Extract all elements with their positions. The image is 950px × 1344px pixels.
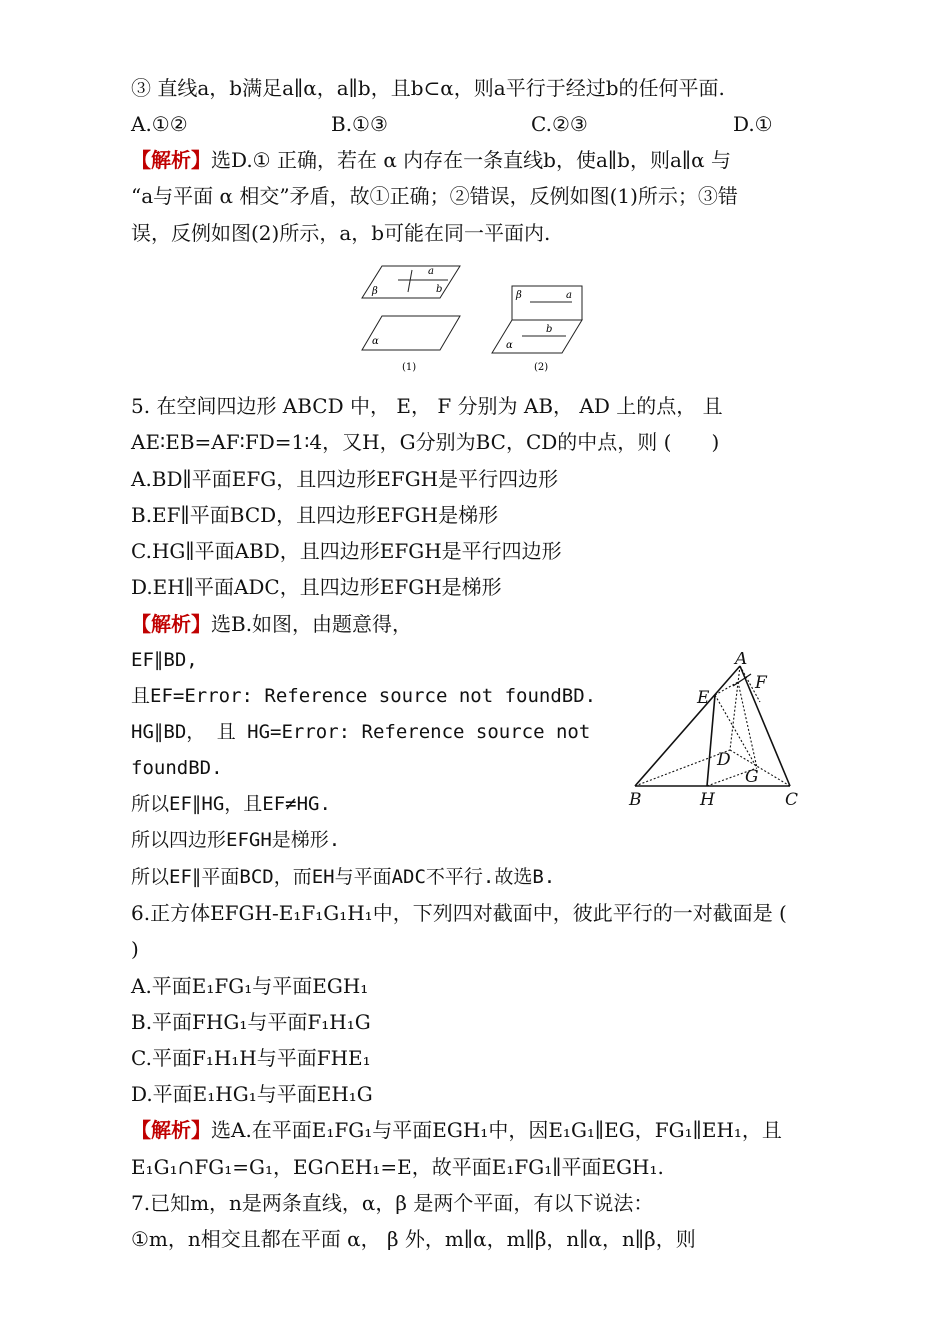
q5-option-b: B.EF∥平面BCD，且四边形EFGH是梯形 <box>131 503 499 527</box>
q6-option-a: A.平面E₁FG₁与平面EGH₁ <box>131 974 369 998</box>
q4-analysis-line-1 <box>131 146 731 174</box>
q6-analysis-line-1 <box>131 1116 782 1144</box>
edge-cd <box>730 750 790 786</box>
q7-statement-1: ①m，n相交且都在平面 α， β 外，m∥α，m∥β，n∥α，n∥β，则 <box>131 1227 696 1251</box>
q4-figures <box>360 258 600 378</box>
q5-stem-line-1: 5. 在空间四边形 ABCD 中， E， F 分别为 AB， AD 上的点， 且 <box>131 394 723 418</box>
fig1-label-b: b <box>436 284 443 295</box>
label-f: F <box>755 673 767 693</box>
q6-stem-line-2: ) <box>131 937 139 961</box>
q4-option-c: C.②③ <box>531 112 588 136</box>
label-h: H <box>700 790 715 810</box>
q4-analysis-line-3: 误，反例如图(2)所示，a，b可能在同一平面内. <box>131 221 551 245</box>
analysis-text: 选B.如图，由题意得， <box>211 612 413 636</box>
q5-analysis-line-3: 且EF=Error: Reference source not foundBD. <box>131 685 597 707</box>
q5-option-d: D.EH∥平面ADC，且四边形EFGH是梯形 <box>131 575 502 599</box>
q4-option-b: B.①③ <box>331 112 388 136</box>
fig2-label-b: b <box>546 324 553 335</box>
fig1-caption: (1) <box>402 362 417 373</box>
analysis-tag: 【解析】 <box>131 148 211 172</box>
q5-analysis-line-2: EF∥BD, <box>131 649 198 671</box>
q4-option-a: A.①② <box>131 112 188 136</box>
line-b <box>408 270 412 292</box>
fig2-caption: (2) <box>534 362 549 373</box>
label-g: G <box>745 767 759 787</box>
fig1-label-a: a <box>428 266 434 277</box>
edge-bd <box>635 750 730 786</box>
analysis-text: 选D.① 正确，若在 α 内存在一条直线b，使a∥b，则a∥α 与 <box>211 148 731 172</box>
q6-option-c: C.平面F₁H₁H与平面FHE₁ <box>131 1046 371 1070</box>
label-a: A <box>735 652 748 669</box>
q4-analysis-line-2: “a与平面 α 相交”矛盾，故①正确；②错误，反例如图(1)所示；③错 <box>131 184 738 208</box>
q6-analysis-line-2: E₁G₁∩FG₁=G₁，EG∩EH₁=E，故平面E₁FG₁∥平面EGH₁. <box>131 1155 664 1179</box>
edge-ad <box>730 666 740 750</box>
label-e: E <box>697 688 710 708</box>
q5-analysis-line-6: 所以EF∥HG，且EF≠HG. <box>131 793 331 815</box>
fig2-label-alpha: α <box>506 340 513 351</box>
q5-analysis-line-5: foundBD. <box>131 757 223 779</box>
fig2-label-beta: β <box>516 290 522 301</box>
q5-stem-line-2: AE∶EB=AF∶FD=1∶4，又H，G分别为BC，CD的中点，则 ( ) <box>131 430 720 454</box>
analysis-tag: 【解析】 <box>131 1118 211 1142</box>
label-b: B <box>629 790 642 810</box>
q6-option-b: B.平面FHG₁与平面F₁H₁G <box>131 1010 371 1034</box>
q5-analysis-line-4: HG∥BD， 且 HG=Error: Reference source not <box>131 721 591 743</box>
q5-analysis-line-7: 所以四边形EFGH是梯形. <box>131 829 341 851</box>
q6-option-d: D.平面E₁HG₁与平面EH₁G <box>131 1082 373 1106</box>
segment-ef <box>715 682 738 695</box>
analysis-text: 选A.在平面E₁FG₁与平面EGH₁中，因E₁G₁∥EG，FG₁∥EH₁，且 <box>211 1118 782 1142</box>
label-c: C <box>785 790 799 810</box>
q5-analysis-line-1 <box>131 610 412 638</box>
q5-option-a: A.BD∥平面EFG，且四边形EFGH是平行四边形 <box>131 467 559 491</box>
segment-fg <box>738 682 757 768</box>
q5-option-c: C.HG∥平面ABD，且四边形EFGH是平行四边形 <box>131 539 562 563</box>
fig1-label-alpha: α <box>372 336 379 347</box>
q7-stem: 7.已知m，n是两条直线，α，β 是两个平面，有以下说法： <box>131 1191 654 1215</box>
segment-eh <box>707 695 715 786</box>
analysis-tag: 【解析】 <box>131 612 211 636</box>
q5-analysis-line-8: 所以EF∥平面BCD，而EH与平面ADC不平行.故选B. <box>131 866 556 888</box>
q4-statement-3: ③ 直线a，b满足a∥α，a∥b，且b⊂α，则a平行于经过b的任何平面. <box>131 76 725 100</box>
q5-tetrahedron-figure <box>625 652 815 812</box>
q4-option-d: D.① <box>733 112 773 136</box>
q6-stem-line-1: 6.正方体EFGH-E₁F₁G₁H₁中，下列四对截面中，彼此平行的一对截面是 ( <box>131 901 787 925</box>
fig2-label-a: a <box>566 290 572 301</box>
label-d: D <box>717 750 731 770</box>
fig1-label-beta: β <box>372 286 378 297</box>
